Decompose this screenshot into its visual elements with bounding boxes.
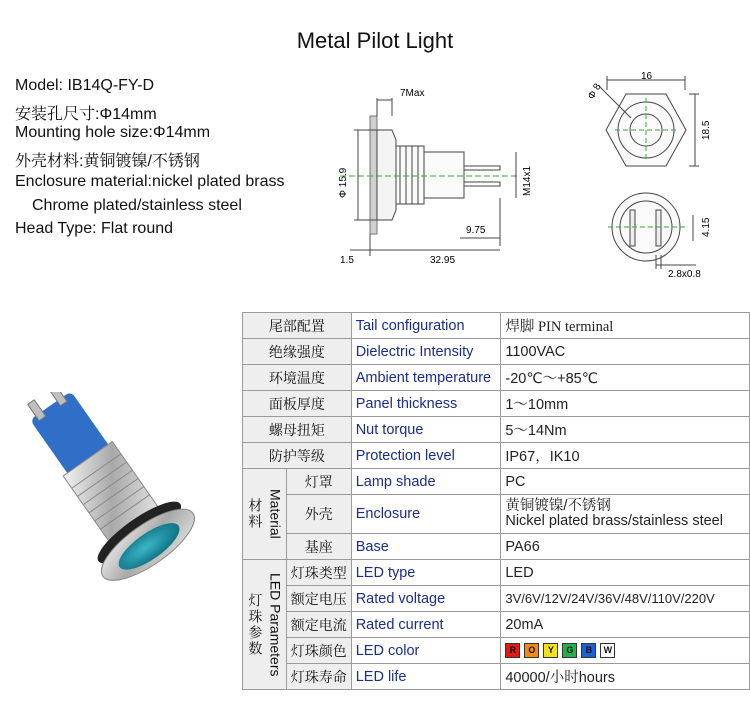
dim-7max: 7Max bbox=[400, 88, 425, 99]
table-row bbox=[243, 443, 750, 469]
dim-4-15: 4.15 bbox=[701, 217, 712, 237]
color-chip-blue: B bbox=[581, 643, 596, 658]
color-chip-yellow: Y bbox=[543, 643, 558, 658]
row-label-en: Base bbox=[351, 534, 501, 560]
row-value: -20℃～+85℃ bbox=[501, 365, 750, 391]
spec-head-type: Head Type: Flat round bbox=[15, 220, 174, 237]
dim-18-5: 18.5 bbox=[701, 120, 712, 140]
spec-hole-size-en: Mounting hole size:Φ14mm bbox=[15, 124, 211, 141]
row-label-en: Lamp shade bbox=[351, 469, 501, 495]
row-label-zh: 基座 bbox=[286, 534, 351, 560]
product-photo bbox=[15, 392, 240, 632]
row-label-en: LED life bbox=[351, 664, 501, 690]
row-label-en: Dielectric Intensity bbox=[351, 339, 501, 365]
row-value: PC bbox=[501, 469, 750, 495]
row-label-en: Rated current bbox=[351, 612, 501, 638]
row-label-zh: 外壳 bbox=[286, 495, 351, 534]
table-row bbox=[243, 534, 750, 560]
row-value: PA66 bbox=[501, 534, 750, 560]
row-label-en: Nut torque bbox=[351, 417, 501, 443]
row-label-zh: 尾部配置 bbox=[243, 313, 352, 339]
color-chip-orange: O bbox=[524, 643, 539, 658]
rear-view-drawing bbox=[598, 185, 733, 285]
spec-hole-size-zh: 安装孔尺寸:Φ14mm bbox=[15, 106, 157, 123]
row-label-zh: 面板厚度 bbox=[243, 391, 352, 417]
table-row bbox=[243, 612, 750, 638]
table-row bbox=[243, 586, 750, 612]
dim-16: 16 bbox=[641, 71, 653, 82]
row-value: 3V/6V/12V/24V/36V/48V/110V/220V bbox=[501, 586, 750, 612]
side-view-drawing bbox=[330, 78, 540, 268]
table-row bbox=[243, 417, 750, 443]
color-chip-white: W bbox=[600, 643, 615, 658]
led-color-swatches bbox=[501, 638, 750, 664]
row-label-en: Tail configuration bbox=[351, 313, 501, 339]
table-row bbox=[243, 469, 750, 495]
row-value: 1100VAC bbox=[501, 339, 750, 365]
dim-2-8x0-8: 2.8x0.8 bbox=[668, 269, 701, 280]
row-label-en: LED color bbox=[351, 638, 501, 664]
row-label-en: LED type bbox=[351, 560, 501, 586]
spec-table bbox=[242, 312, 750, 690]
row-label-en: Panel thickness bbox=[351, 391, 501, 417]
table-row bbox=[243, 664, 750, 690]
row-label-zh: 绝缘强度 bbox=[243, 339, 352, 365]
spec-enclosure-zh: 外壳材料:黄铜镀镍/不锈钢 bbox=[15, 153, 200, 170]
row-label-zh: 额定电压 bbox=[286, 586, 351, 612]
color-chip-green: G bbox=[562, 643, 577, 658]
row-label-zh: 额定电流 bbox=[286, 612, 351, 638]
row-label-zh: 灯珠寿命 bbox=[286, 664, 351, 690]
led-group-label: 灯珠参数 LED Parameters bbox=[243, 560, 287, 690]
row-label-zh: 防护等级 bbox=[243, 443, 352, 469]
dim-m14: M14x1 bbox=[522, 165, 533, 196]
material-group-label: 材料 Material bbox=[243, 469, 287, 560]
row-value: 1～10mm bbox=[501, 391, 750, 417]
row-value: 5～14Nm bbox=[501, 417, 750, 443]
row-value: 20mA bbox=[501, 612, 750, 638]
table-row bbox=[243, 313, 750, 339]
front-view-drawing bbox=[585, 70, 715, 175]
dim-phi-8: Φ 8 bbox=[586, 81, 604, 102]
table-row bbox=[243, 560, 750, 586]
table-row bbox=[243, 365, 750, 391]
dim-1-5: 1.5 bbox=[340, 255, 354, 266]
row-label-zh: 灯罩 bbox=[286, 469, 351, 495]
color-chip-red: R bbox=[505, 643, 520, 658]
spec-model: Model: IB14Q-FY-D bbox=[15, 77, 155, 94]
row-value: IP67，IK10 bbox=[501, 443, 750, 469]
row-value: 黄铜镀镍/不锈钢 Nickel plated brass/stainless steel bbox=[501, 495, 750, 534]
row-value: 焊脚 PIN terminal bbox=[501, 313, 750, 339]
row-value: LED bbox=[501, 560, 750, 586]
page-title: Metal Pilot Light bbox=[296, 28, 454, 53]
row-value: 40000/小时hours bbox=[501, 664, 750, 690]
dim-phi-15-9: Φ 15.9 bbox=[338, 167, 349, 198]
row-label-en: Rated voltage bbox=[351, 586, 501, 612]
row-label-en: Protection level bbox=[351, 443, 501, 469]
table-row bbox=[243, 391, 750, 417]
table-row bbox=[243, 339, 750, 365]
row-label-zh: 灯珠类型 bbox=[286, 560, 351, 586]
spec-chrome: Chrome plated/stainless steel bbox=[32, 197, 242, 214]
row-label-zh: 灯珠颜色 bbox=[286, 638, 351, 664]
dim-9-75: 9.75 bbox=[466, 225, 486, 236]
table-row bbox=[243, 495, 750, 534]
row-label-zh: 环境温度 bbox=[243, 365, 352, 391]
table-row bbox=[243, 638, 750, 664]
row-label-zh: 螺母扭矩 bbox=[243, 417, 352, 443]
spec-enclosure-en: Enclosure material:nickel plated brass bbox=[15, 173, 285, 190]
row-label-en: Enclosure bbox=[351, 495, 501, 534]
row-label-en: Ambient temperature bbox=[351, 365, 501, 391]
dim-32-95: 32.95 bbox=[430, 255, 456, 266]
